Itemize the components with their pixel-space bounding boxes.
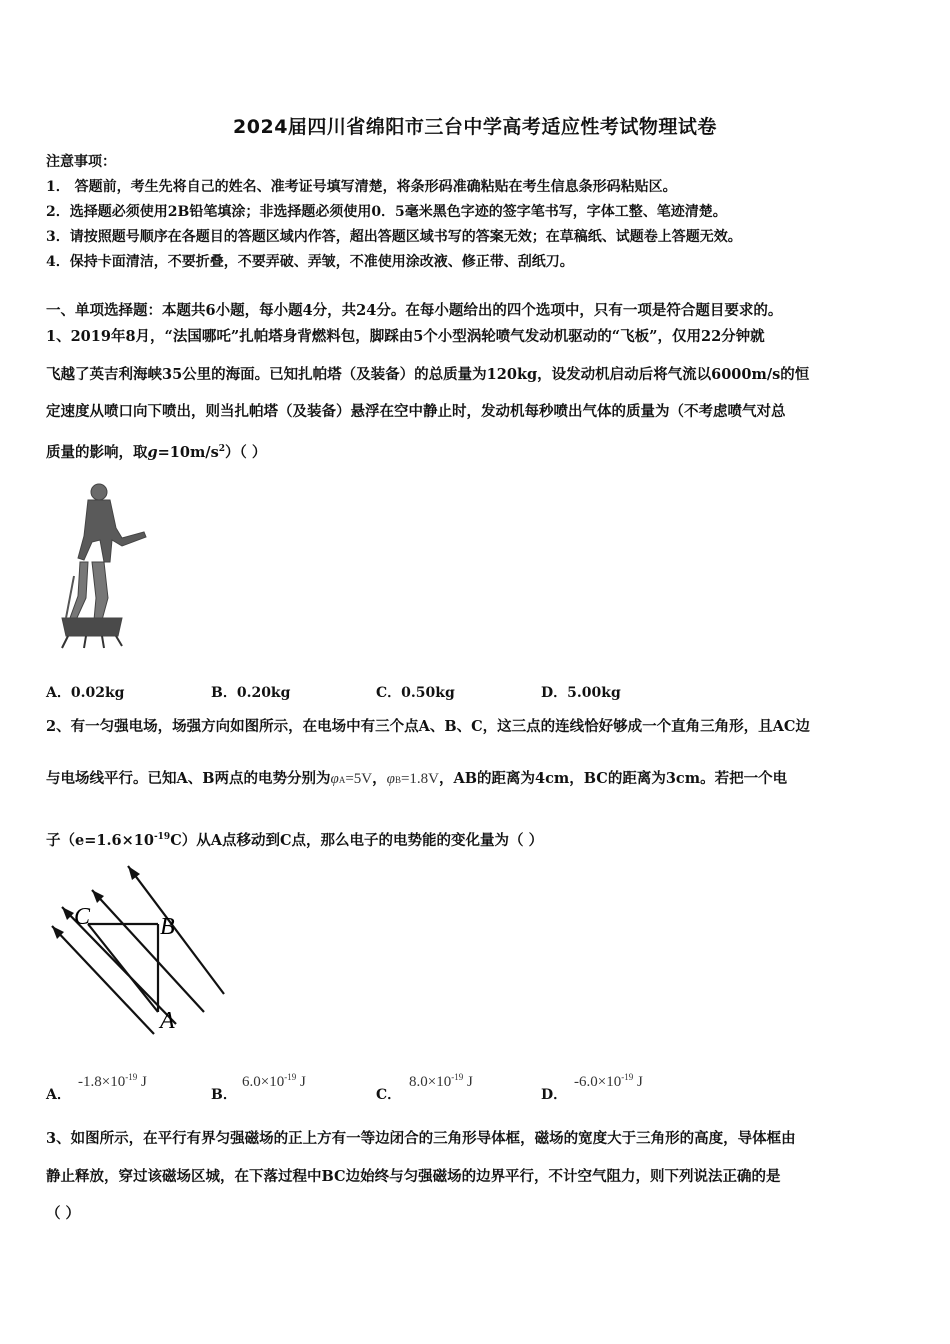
q2-option-a-letter[interactable]: A．	[46, 1087, 71, 1103]
q1-line-2: 飞越了英吉利海峡35公里的海面。已知扎帕塔（及装备）的总质量为120kg，设发动机启动后将气流以6000m/s的恒	[46, 366, 810, 383]
q2-line-2-suffix: ，AB的距离为4cm，BC的距离为3cm。若把一个电	[439, 770, 788, 787]
q1-line-4-prefix: 质量的影响，取	[46, 444, 148, 461]
q2-line-3-exp: -19	[153, 832, 171, 842]
q2-option-c-value[interactable]: $8.0\times 10^{-19}$ J	[409, 1072, 473, 1090]
rider-body	[78, 500, 146, 562]
q2-option-c-letter[interactable]: C．	[376, 1087, 402, 1103]
q1-option-b[interactable]: B．0.20kg	[211, 685, 291, 701]
rider-leg-2	[70, 562, 88, 620]
q2-option-d-letter[interactable]: D．	[541, 1087, 568, 1103]
q2-line-3-prefix: 子（e=1.6×10	[46, 832, 154, 849]
flyboard-rider-figure	[52, 480, 152, 650]
q2-comma: ，	[372, 770, 387, 787]
q2-line-3-suffix: C）从A点移动到C点，那么电子的电势能的变化量为（ ）	[170, 832, 544, 849]
notice-item-3: 3．请按照题号顺序在各题目的答题区域内作答，超出答题区域书写的答案无效；在草稿纸、试题卷上答题无效。	[46, 229, 742, 245]
q1-line-4-suffix: ）（ ）	[225, 444, 267, 461]
q2-line-2	[46, 770, 787, 789]
flyboard	[62, 618, 122, 636]
q2-option-d-value[interactable]: $-6.0\times 10^{-19}$ J	[574, 1072, 643, 1090]
g-exponent: 2	[218, 444, 226, 454]
notice-item-1: 1． 答题前，考生先将自己的姓名、准考证号填写清楚，将条形码准确粘贴在考生信息条形码粘贴区。	[46, 179, 677, 195]
triangle-abc	[88, 924, 158, 1012]
g-value: =10m/s	[157, 444, 219, 461]
q1-option-c[interactable]: C．0.50kg	[376, 685, 455, 701]
q1-line-3: 定速度从喷口向下喷出，则当扎帕塔（及装备）悬浮在空中静止时，发动机每秒喷出气体的质量为（不考虑喷气对总	[46, 403, 786, 420]
q2-line-1: 2、有一匀强电场，场强方向如图所示，在电场中有三个点A、B、C，这三点的连线恰好够成一个直角三角形，且AC边	[46, 718, 810, 735]
label-a: A	[160, 1008, 175, 1034]
q2-line-2-prefix: 与电场线平行。已知A、B两点的电势分别为	[46, 770, 331, 787]
notice-heading: 注意事项：	[46, 154, 116, 170]
q3-line-1: 3、如图所示，在平行有界匀强磁场的正上方有一等边闭合的三角形导体框，磁场的宽度大于三角形的高度，导体框由	[46, 1130, 796, 1147]
label-c: C	[74, 904, 91, 930]
notice-item-4: 4．保持卡面清洁，不要折叠，不要弄破、弄皱，不准使用涂改液、修正带、刮纸刀。	[46, 254, 574, 270]
q3-line-3: （ ）	[46, 1205, 81, 1222]
rider-head	[91, 484, 107, 500]
q2-option-b-value[interactable]: $6.0\times 10^{-19}$ J	[242, 1072, 306, 1090]
notice-item-2: 2．选择题必须使用2B铅笔填涂；非选择题必须使用0．5毫米黑色字迹的签字笔书写，字体工整、笔迹清楚。	[46, 204, 727, 220]
section-heading: 一、单项选择题：本题共6小题，每小题4分，共24分。在每小题给出的四个选项中，只有一项是符合题目要求的。	[46, 302, 783, 319]
q1-line-4	[46, 440, 266, 462]
electric-field-figure	[48, 862, 234, 1042]
rider-legs	[92, 562, 108, 620]
q3-line-2: 静止释放，穿过该磁场区城，在下落过程中BC边始终与匀强磁场的边界平行，不计空气阻力，则下列说法正确的是	[46, 1168, 781, 1185]
phi-a: φA=5V	[330, 771, 373, 787]
q1-line-1: 1、2019年8月，“法国哪吒”扎帕塔身背燃料包，脚踩由5个小型涡轮喷气发动机驱动的“飞板”，仅用22分钟就	[46, 328, 765, 345]
q1-option-d[interactable]: D．5.00kg	[541, 685, 621, 701]
q2-option-a-value[interactable]: $-1.8\times 10^{-19}$ J	[78, 1072, 147, 1090]
label-b: B	[160, 914, 175, 940]
page-title: 2024届四川省绵阳市三台中学高考适应性考试物理试卷	[233, 116, 717, 138]
q2-option-b-letter[interactable]: B．	[211, 1087, 237, 1103]
q1-option-a[interactable]: A．0.02kg	[46, 685, 125, 701]
q2-line-3	[46, 828, 543, 850]
g-symbol: g	[147, 444, 158, 461]
field-line-1	[128, 866, 224, 994]
phi-b: φB=1.8V	[386, 771, 439, 787]
